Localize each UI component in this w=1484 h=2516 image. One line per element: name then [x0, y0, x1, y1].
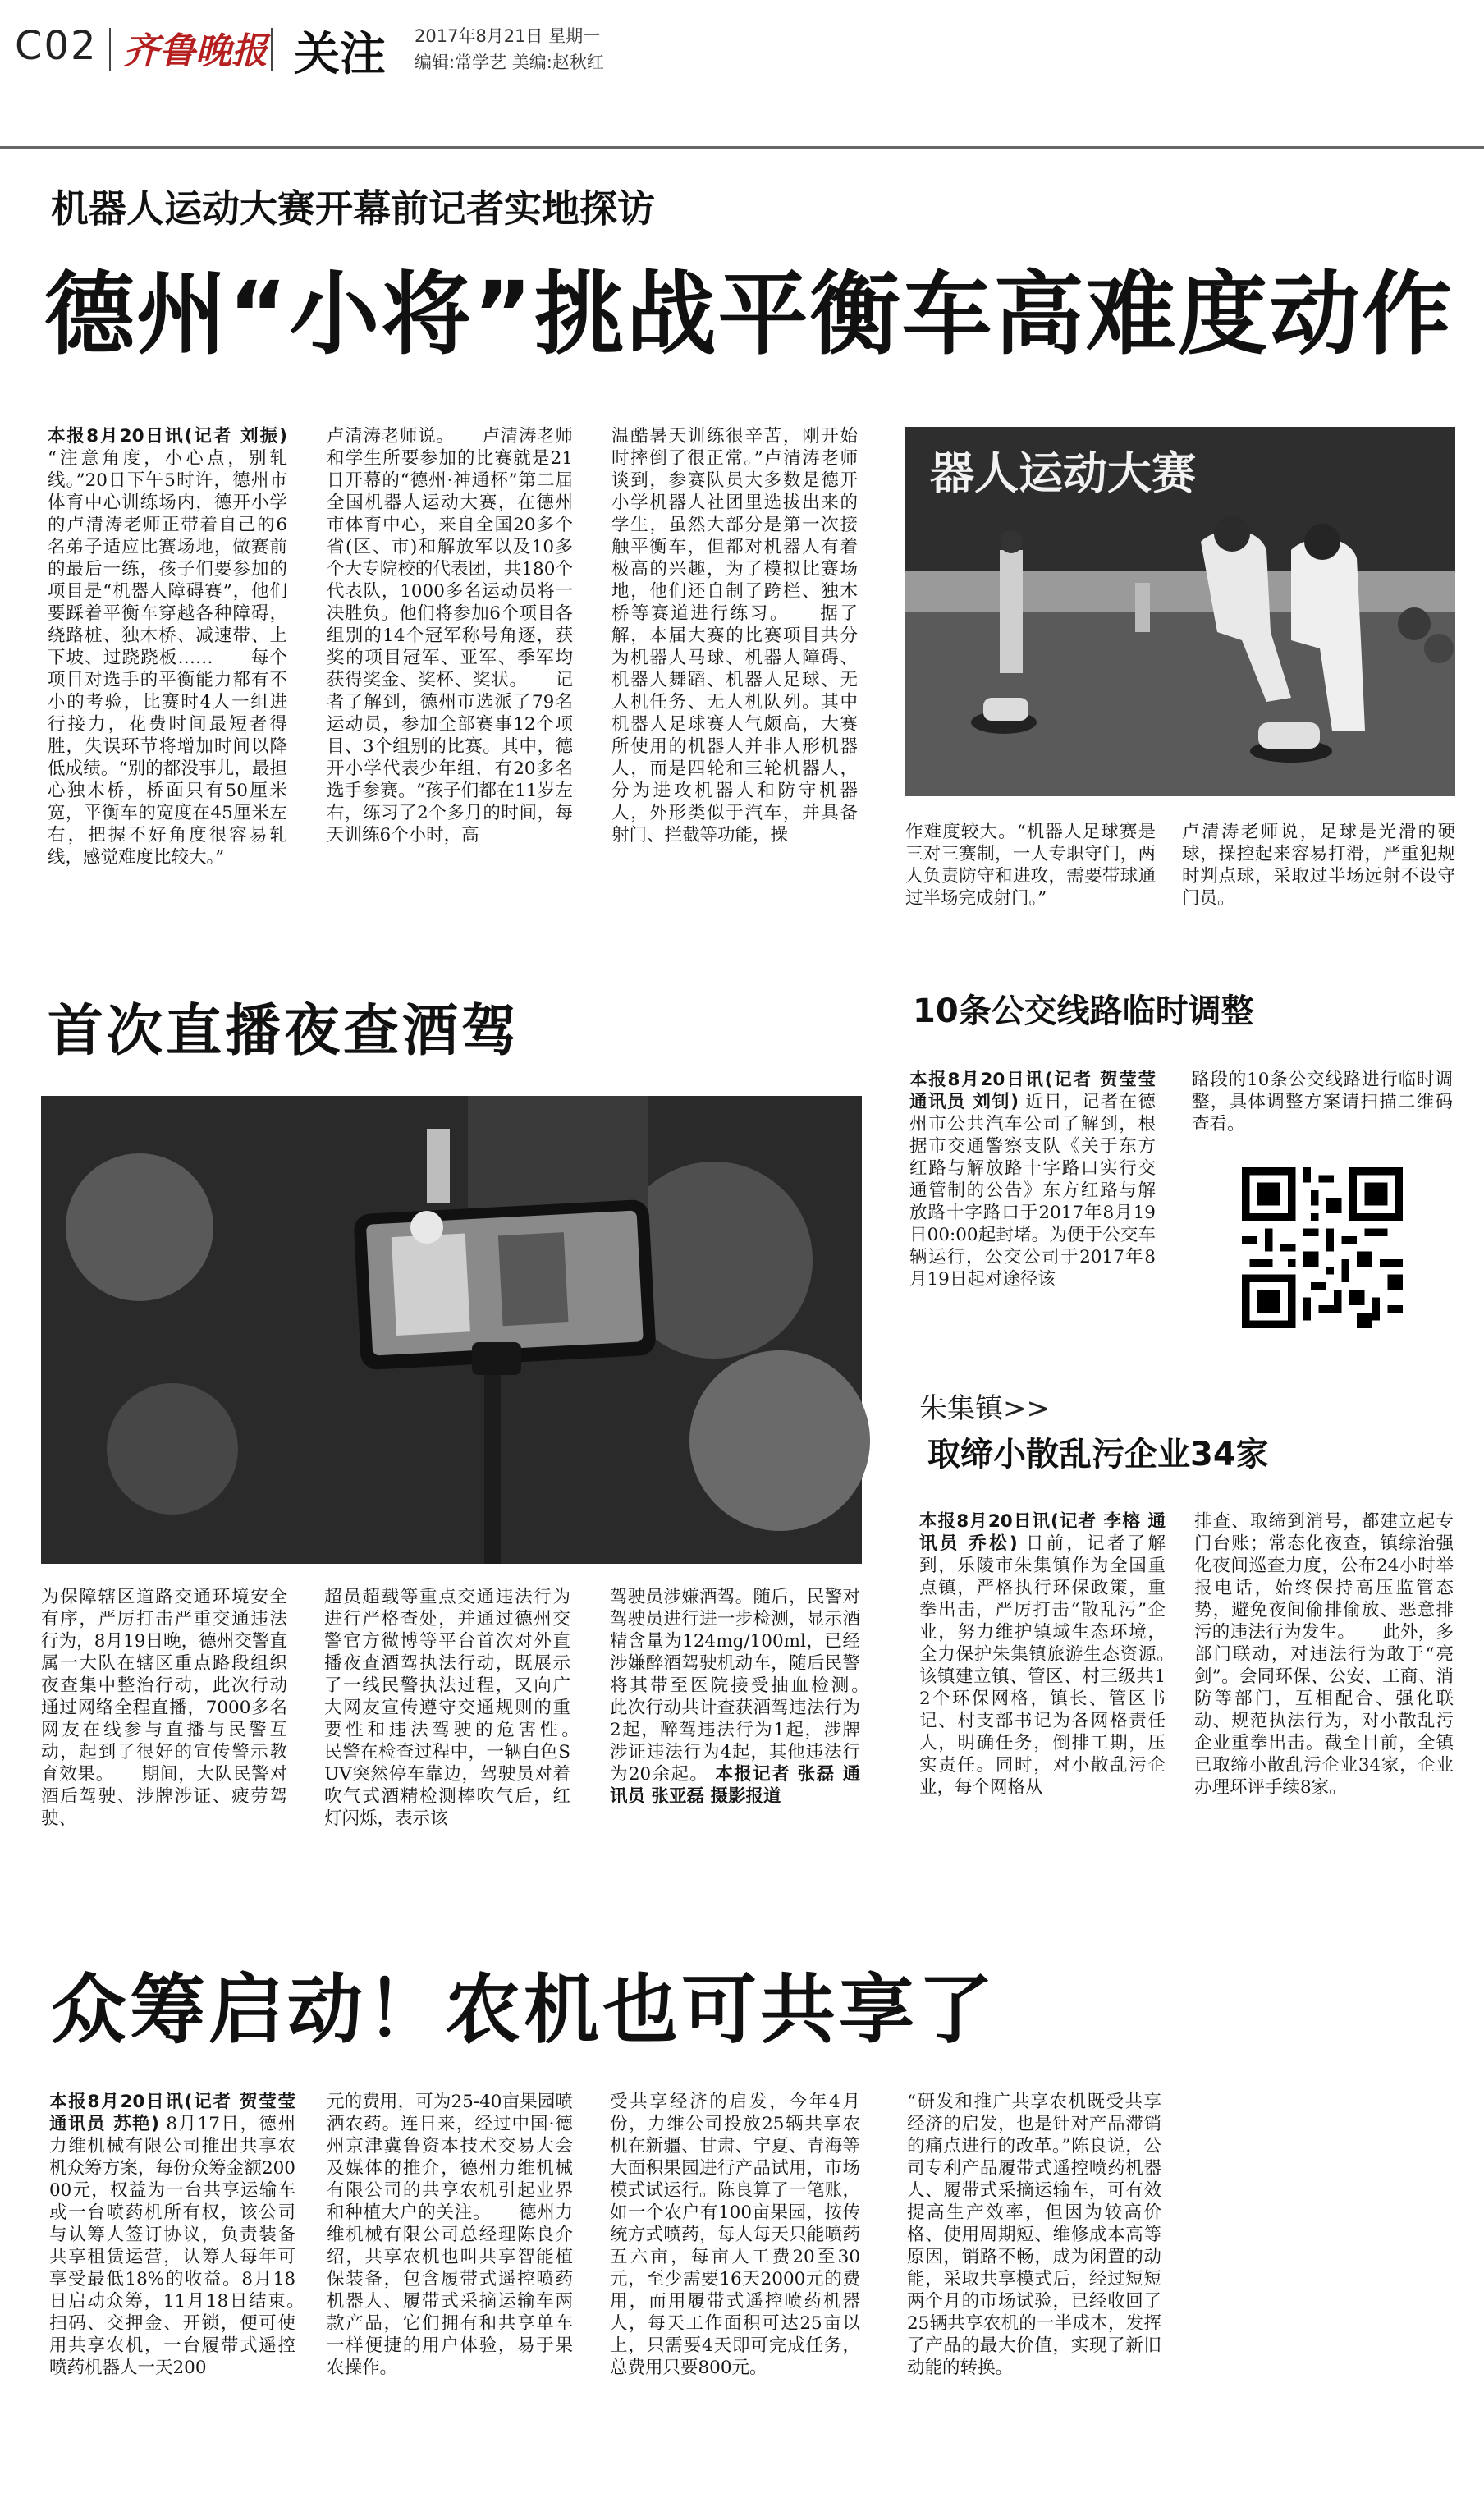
header-divider: [109, 28, 111, 71]
story1-text: “注意角度，小心点，别轧线。”20日下午5时许，德州市体育中心训练场内，德开小学的卢清涛老师正带着自己的6名弟子适应比赛场地，做赛前的最后一练，孩子们要参加的项目是“机器人障碍赛”，他们要踩着平衡车穿越各种障碍，绕路桩、独木桥、减速带、上下坡、过跷跷板…… 每个项目对选手的平衡能力都有不小的考验，比赛时4人一组进行接力，花费时间最短者得胜，失误环节将增加时间以降低成绩。“别的都没事儿，最担心独木桥，桥面只有50厘米宽，平衡车的宽度在45厘米左右，把握不好角度很容易轧线，感觉难度比较大。”: [48, 448, 287, 868]
story5-text: 8月17日，德州力维机械有限公司推出共享农机众筹方案，每份众筹金额20000元，权益为一台共享运输车或一台喷药机所有权，该公司与认筹人签订协议，负责装备共享租赁运营，认筹人每年可享受最低18%的收益。8月18日启动众筹，11月18日结束。 扫码、交押金、开锁，便可使用共享农机，一台履带式遥控喷药机器人一天200: [49, 2114, 332, 2378]
story1-dateline: 本报8月20日讯(记者 刘振): [48, 426, 287, 447]
qr-code[interactable]: [1242, 1167, 1403, 1328]
story4-kicker: 朱集镇>>: [919, 1392, 1050, 1425]
livestream-photo-graphic: [41, 1096, 862, 1564]
photo-banner-text: 器人运动大赛: [930, 447, 1196, 499]
story3-column-2: 路段的10条公交线路进行临时调整，具体调整方案请扫描二维码查看。: [1192, 1070, 1453, 1134]
date-line: 2017年8月21日 星期一: [415, 26, 601, 46]
story4-headline: 取缔小散乱污企业34家: [928, 1436, 1269, 1473]
story2-column-1: 为保障辖区道路交通环境安全有序，严厉打击严重交通违法行为，8月19日晚，德州交警直属一大队在辖区重点路段组织夜查集中整治行动，此次行动通过网络全程直播，7000多名网友在线参与直播与民警互动，起到了很好的宣传警示教育效果。 期间，大队民警对酒后驾驶、涉牌涉证、疲劳驾驶、: [41, 1587, 287, 1829]
story5-column-3: 受共享经济的启发，今年4月份，力维公司投放25辆共享农机在新疆、甘肃、宁夏、青海等大面积果园进行产品试用，市场模式试运行。陈良算了一笔账，如一个农户有100亩果园，按传统方式喷药，每人每天只能喷药五六亩，每亩人工费20至30元，至少需要16天2000元的费用，而用履带式遥控喷药机器人，每天工作面积可达25亩以上，只需要4天即可完成任务，总费用只要800元。: [610, 2092, 860, 2378]
story2-credit: 本报记者 张磊 通讯员 张亚磊 摄影报道: [610, 1764, 860, 1807]
story5-headline: 众筹启动！农机也可共享了: [51, 1966, 997, 2054]
story2-headline: 首次直播夜查酒驾: [48, 999, 521, 1064]
story1-column-4: 作难度较大。“机器人足球赛是三对三赛制，一人专职守门，两人负责防守和进攻，需要带球通过半场完成射门。”: [905, 822, 1156, 909]
story4-dateline: 本报8月20日讯(记者 李榕 通讯员 乔松): [919, 1511, 1166, 1554]
story5-dateline: 本报8月20日讯(记者 贺莹莹 通讯员 苏艳): [49, 2092, 295, 2134]
story1-kicker: 机器人运动大赛开幕前记者实地探访: [51, 186, 655, 231]
story5-column-1: [49, 2091, 332, 2501]
header-divider: [271, 28, 273, 71]
story5-column-4: “研发和推广共享农机既受共享经济的启发，也是针对产品滞销的痛点进行的改革。”陈良说，公司专利产品履带式遥控喷药机器人、履带式采摘运输车，可有效提高生产效率，但因为较高价格、使用周期短、维修成本高等原因，销路不畅，成为闲置的动能，采取共享模式后，经过短短两个月的市场试验，已经收回了25辆共享农机的一半成本，发挥了产品的最大价值，实现了新旧动能的转换。: [907, 2092, 1161, 2378]
story1-column-2: 卢清涛老师说。 卢清涛老师和学生所要参加的比赛就是21日开幕的“德州·神通杯”第二届全国机器人运动大赛，在德州市体育中心，来自全国20多个省(区、市)和解放军以及10多个大专院校的代表团，共180个代表队，1000多名运动员将一决胜负。他们将参加6个项目各组别的14个冠军称号角逐，获奖的项目冠军、亚军、季军均获得奖金、奖杯、奖状。 记者了解到，德州市选派了79名运动员，参加全部赛事12个项目、3个组别的比赛。其中，德开小学代表少年组，有20多名选手参赛。“孩子们都在11岁左右，练习了2个多月的时间，每天训练6个小时，高: [327, 426, 573, 846]
robot-contest-photo: [905, 427, 1455, 796]
livestream-photo: [41, 1096, 862, 1564]
story2-text: 驾驶员涉嫌酒驾。随后，民警对驾驶员进行进一步检测，显示酒精含量为124mg/100ml，已经涉嫌醉酒驾驶机动车，随后民警将其带至医院接受抽血检测。 此次行动共计查获酒驾违法行为2起，醉驾违法行为1起，涉牌涉证违法行为4起，其他违法行为20余起。: [610, 1587, 896, 1785]
story4-column-1: [919, 1510, 1202, 1921]
story1-headline: 德州“小将”挑战平衡车高难度动作: [44, 262, 1454, 367]
header-meta: [415, 23, 604, 76]
story3-headline: 10条公交线路临时调整: [913, 992, 1254, 1030]
story3-column-1: [909, 1069, 1156, 1340]
story4-column-2: 排查、取缔到消号，都建立起专门台账；常态化夜查，镇综治强化夜间巡查力度，公布24小时举报电话，始终保持高压监管态势，避免夜间偷排偷放、恶意排污的违法行为发生。 此外，多部门联动，对违法行为敢于“亮剑”。会同环保、公安、工商、消防等部门，互相配合、强化联动、规范执法行为，对小散乱污企业重拳出击。截至目前，全镇已取缔小散乱污企业34家，企业办理环评手续8家。: [1194, 1511, 1454, 1798]
story2-column-3: [610, 1586, 896, 1918]
story1-column-1: [48, 425, 287, 926]
page-number: C02: [15, 23, 98, 69]
story5-column-2: 元的费用，可为25-40亩果园喷洒农药。连日来，经过中国·德州京津冀鲁资本技术交易大会及媒体的推介，德州力维机械有限公司的共享农机引起业界和种植大户的关注。 德州力维机械有限公司总经理陈良介绍，共享农机也叫共享智能植保装备，包含履带式遥控喷药机器人、履带式采摘运输车两款产品，它们拥有和共享单车一样便捷的用户体验，易于果农操作。: [327, 2092, 573, 2378]
paper-logo: 齐鲁晚报: [123, 30, 268, 72]
editor-line: 编辑:常学艺 美编:赵秋红: [415, 53, 604, 72]
story1-column-3: 温酷暑天训练很辛苦，刚开始时摔倒了很正常。”卢清涛老师谈到，参赛队员大多数是德开小学机器人社团里选拔出来的学生，虽然大部分是第一次接触平衡车，但都对机器人有着极高的兴趣，为了模拟比赛场地，他们还自制了跨栏、独木桥等赛道进行练习。 据了解，本届大赛的比赛项目共分为机器人马球、机器人障碍、机器人舞蹈、机器人足球、无人机任务、无人机队列。其中机器人足球赛人气颇高，大赛所使用的机器人并非人形机器人，而是四轮和三轮机器人，分为进攻机器人和防守机器人，外形类似于汽车，并具备射门、拦截等功能，操: [611, 426, 858, 846]
story2-column-2: 超员超载等重点交通违法行为进行严格查处，并通过德州交警官方微博等平台首次对外直播夜查酒驾执法行动，既展示了一线民警执法过程，又向广大网友宣传遵守交通规则的重要性和违法驾驶的危害性。 民警在检查过程中，一辆白色SUV突然停车靠边，驾驶员对着吹气式酒精检测棒吹气后，红灯闪烁，表示该: [324, 1587, 607, 1829]
qr-code-graphic: [1242, 1167, 1403, 1328]
robot-contest-photo-graphic: [905, 427, 1455, 796]
header-rule: [0, 146, 1484, 149]
section-title: 关注: [294, 28, 386, 81]
story4-text: 日前，记者了解到，乐陵市朱集镇作为全国重点镇，严格执行环保政策，重拳出击，严厉打击“散乱污”企业，努力维护镇域生态环境，全力保护朱集镇旅游生态资源。 该镇建立镇、管区、村三级共12个环保网格，镇长、管区书记、村支部书记为各网格责任人，明确任务，倒排工期，压实责任。同时，对小散乱污企业，每个网格从: [919, 1533, 1202, 1798]
story3-dateline: 本报8月20日讯(记者 贺莹莹 通讯员 刘钊): [909, 1070, 1156, 1112]
story1-column-5: 卢清涛老师说，足球是光滑的硬球，操控起来容易打滑，严重犯规时判点球，采取过半场远射不设守门员。: [1182, 822, 1455, 909]
story3-text: 近日，记者在德州市公共汽车公司了解到，根据市交通警察支队《关于东方红路与解放路十字路口实行交通管制的公告》东方红路与解放路十字路口于2017年8月19日00:00起封堵。为便于公交车辆运行，公交公司于2017年8月19日起对途径该: [909, 1092, 1156, 1290]
